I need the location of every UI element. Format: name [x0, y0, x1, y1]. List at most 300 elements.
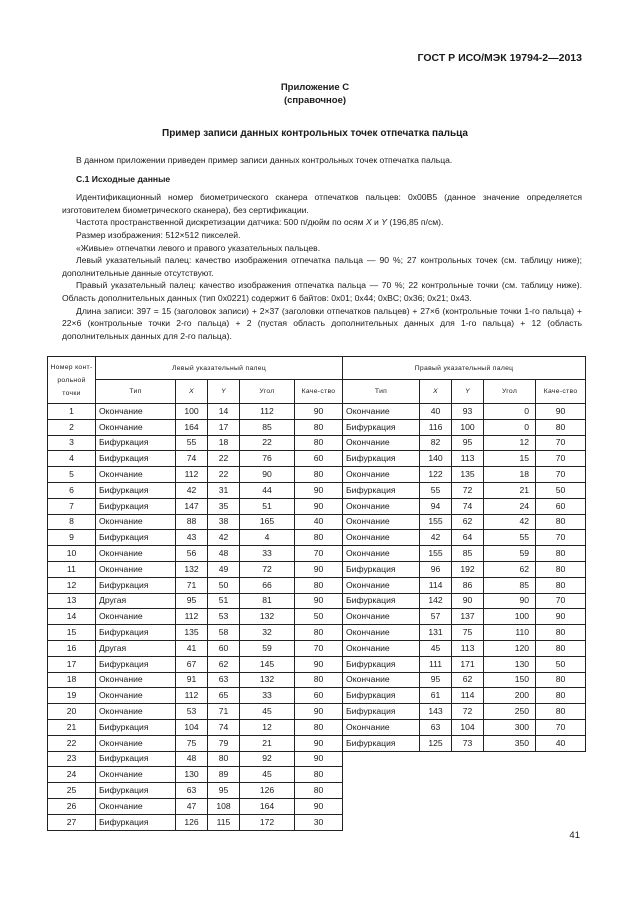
col-header-quality: Каче-ство — [536, 380, 586, 404]
table-row — [48, 530, 586, 546]
table-cell: Окончание — [96, 767, 176, 783]
table-cell: 55 — [176, 435, 208, 451]
table-cell: 81 — [240, 593, 295, 609]
table-cell: 60 — [208, 640, 240, 656]
point-number: 26 — [48, 798, 96, 814]
table-cell: 80 — [295, 467, 343, 483]
table-cell: Окончание — [343, 498, 420, 514]
table-cell: 75 — [452, 625, 484, 641]
paragraph: Частота пространственной дискретизации датчика: 500 п/дюйм по осям X и Y (196,85 п/см). — [76, 217, 444, 228]
table-cell: Бифуркация — [343, 561, 420, 577]
table-cell: 22 — [240, 435, 295, 451]
point-number: 15 — [48, 625, 96, 641]
annex-name: Приложение С — [280, 82, 350, 93]
table-cell: 91 — [176, 672, 208, 688]
annex-type: (справочное) — [283, 95, 347, 106]
table-cell: 62 — [452, 672, 484, 688]
table-cell: 72 — [452, 482, 484, 498]
table-cell: 35 — [208, 498, 240, 514]
table-cell: Окончание — [96, 609, 176, 625]
table-cell: 111 — [420, 656, 452, 672]
table-cell: 104 — [452, 719, 484, 735]
point-number: 9 — [48, 530, 96, 546]
table-cell: 150 — [484, 672, 536, 688]
table-cell: Окончание — [96, 419, 176, 435]
table-cell: Бифуркация — [343, 593, 420, 609]
table-cell: 122 — [420, 467, 452, 483]
table-cell: 140 — [420, 451, 452, 467]
minutiae-table — [47, 356, 586, 831]
table-row — [48, 561, 586, 577]
point-number: 22 — [48, 735, 96, 751]
table-cell: 96 — [420, 561, 452, 577]
col-header-number: Номер конт-рольной точки — [48, 357, 96, 404]
table-cell: 80 — [536, 577, 586, 593]
table-cell: 76 — [240, 451, 295, 467]
table-cell: Бифуркация — [96, 656, 176, 672]
table-cell: 89 — [208, 767, 240, 783]
table-cell: 62 — [208, 656, 240, 672]
table-cell: 64 — [452, 530, 484, 546]
table-cell: 90 — [295, 593, 343, 609]
table-cell: 90 — [295, 498, 343, 514]
table-cell: 80 — [295, 577, 343, 593]
table-cell: 80 — [536, 514, 586, 530]
table-cell: 94 — [420, 498, 452, 514]
table-cell: 70 — [295, 546, 343, 562]
table-cell: 90 — [452, 593, 484, 609]
table-cell: 80 — [295, 672, 343, 688]
col-header-x: X — [176, 380, 208, 404]
point-number: 1 — [48, 404, 96, 420]
table-cell: 12 — [484, 435, 536, 451]
table-cell: 42 — [208, 530, 240, 546]
table-cell: 86 — [452, 577, 484, 593]
table-cell: 132 — [240, 672, 295, 688]
table-cell: 80 — [536, 704, 586, 720]
table-cell: Окончание — [343, 514, 420, 530]
standard-header: ГОСТ Р ИСО/МЭК 19794-2—2013 — [417, 52, 582, 64]
table-cell: Бифуркация — [343, 656, 420, 672]
paragraph: Размер изображения: 512×512 пикселей. — [76, 229, 241, 240]
table-cell: Окончание — [343, 672, 420, 688]
table-cell: 142 — [420, 593, 452, 609]
table-cell: 80 — [536, 640, 586, 656]
table-cell: 112 — [176, 609, 208, 625]
table-cell: 95 — [176, 593, 208, 609]
table-cell: 60 — [295, 688, 343, 704]
table-cell: 55 — [484, 530, 536, 546]
table-cell: 74 — [176, 451, 208, 467]
table-cell: Окончание — [96, 514, 176, 530]
group-header-right: Правый указательный палец — [343, 357, 586, 380]
table-cell: 72 — [240, 561, 295, 577]
table-cell: 70 — [536, 451, 586, 467]
table-cell: 112 — [240, 404, 295, 420]
table-cell: Окончание — [343, 404, 420, 420]
table-cell: 42 — [420, 530, 452, 546]
col-header-angle: Угол — [240, 380, 295, 404]
table-cell: 32 — [240, 625, 295, 641]
table-row — [48, 419, 586, 435]
table-cell: 90 — [484, 593, 536, 609]
table-cell: 57 — [420, 609, 452, 625]
table-cell: 18 — [484, 467, 536, 483]
table-cell: 80 — [295, 435, 343, 451]
paragraph: Идентификационный номер биометрического сканера отпечатков пальцев: 0x00B5 (данное значение определяется изготовителем биометрического сканера), без сертификации. — [62, 192, 582, 215]
point-number: 5 — [48, 467, 96, 483]
table-cell: 80 — [295, 783, 343, 799]
point-number: 14 — [48, 609, 96, 625]
table-row — [48, 577, 586, 593]
point-number: 23 — [48, 751, 96, 767]
table-cell: 82 — [420, 435, 452, 451]
empty-cell — [343, 751, 586, 830]
table-row — [48, 656, 586, 672]
table-cell: 79 — [208, 735, 240, 751]
table-cell: Бифуркация — [96, 751, 176, 767]
table-cell: 62 — [484, 561, 536, 577]
paragraph: Длина записи: 397 = 15 (заголовок записи) + 2×37 (заголовки отпечатков пальцев) + 27×6 (контрольные точки 1-го пальца) + 22×6 (контрольные точки 2-го пальца) + 2 (пустая область дополнительных данных для 1-го пальца) + 12 (область дополнительных данных для 2-го пальца). — [62, 305, 582, 341]
table-cell: 70 — [536, 593, 586, 609]
table-cell: 90 — [240, 467, 295, 483]
table-cell: Окончание — [343, 609, 420, 625]
table-cell: 135 — [176, 625, 208, 641]
point-number: 4 — [48, 451, 96, 467]
table-cell: 115 — [208, 814, 240, 830]
point-number: 7 — [48, 498, 96, 514]
table-cell: Бифуркация — [96, 719, 176, 735]
table-cell: 172 — [240, 814, 295, 830]
table-cell: 85 — [452, 546, 484, 562]
table-cell: 85 — [484, 577, 536, 593]
table-row — [48, 514, 586, 530]
table-cell: Бифуркация — [96, 435, 176, 451]
table-cell: 49 — [208, 561, 240, 577]
point-number: 21 — [48, 719, 96, 735]
table-cell: 80 — [295, 530, 343, 546]
table-cell: Окончание — [343, 640, 420, 656]
table-cell: 74 — [208, 719, 240, 735]
table-cell: 80 — [536, 625, 586, 641]
table-row — [48, 640, 586, 656]
table-cell: 132 — [176, 561, 208, 577]
table-cell: 130 — [484, 656, 536, 672]
table-cell: 33 — [240, 546, 295, 562]
table-cell: 113 — [452, 640, 484, 656]
table-cell: 116 — [420, 419, 452, 435]
table-cell: 70 — [295, 640, 343, 656]
table-cell: 120 — [484, 640, 536, 656]
point-number: 11 — [48, 561, 96, 577]
table-cell: Окончание — [96, 467, 176, 483]
table-cell: 90 — [295, 735, 343, 751]
col-header-quality: Каче-ство — [295, 380, 343, 404]
table-cell: Бифуркация — [343, 451, 420, 467]
table-cell: 90 — [295, 704, 343, 720]
body-text — [62, 154, 582, 342]
table-cell: 0 — [484, 404, 536, 420]
table-cell: 40 — [420, 404, 452, 420]
table-cell: 51 — [240, 498, 295, 514]
table-cell: 95 — [420, 672, 452, 688]
table-cell: Окончание — [343, 625, 420, 641]
table-cell: 70 — [536, 467, 586, 483]
table-cell: Бифуркация — [96, 577, 176, 593]
page-title: Пример записи данных контрольных точек отпечатка пальца — [162, 128, 468, 139]
table-cell: 92 — [240, 751, 295, 767]
table-cell: 131 — [420, 625, 452, 641]
table-cell: Окончание — [96, 688, 176, 704]
table-cell: Окончание — [96, 561, 176, 577]
table-cell: 66 — [240, 577, 295, 593]
table-cell: 24 — [484, 498, 536, 514]
table-cell: 80 — [295, 719, 343, 735]
table-row — [48, 688, 586, 704]
table-cell: 93 — [452, 404, 484, 420]
table-cell: 63 — [208, 672, 240, 688]
table-cell: 143 — [420, 704, 452, 720]
table-cell: 80 — [536, 561, 586, 577]
table-cell: 90 — [295, 798, 343, 814]
table-cell: 100 — [176, 404, 208, 420]
table-cell: 22 — [208, 467, 240, 483]
table-cell: 73 — [452, 735, 484, 751]
table-cell: 30 — [295, 814, 343, 830]
table-cell: Бифуркация — [96, 530, 176, 546]
point-number: 24 — [48, 767, 96, 783]
table-cell: 90 — [295, 561, 343, 577]
table-cell: 0 — [484, 419, 536, 435]
table-cell: Окончание — [343, 435, 420, 451]
table-cell: 53 — [208, 609, 240, 625]
table-cell: 95 — [208, 783, 240, 799]
table-cell: 130 — [176, 767, 208, 783]
section-heading: С.1 Исходные данные — [76, 173, 171, 184]
table-cell: 4 — [240, 530, 295, 546]
table-cell: Другая — [96, 640, 176, 656]
table-cell: Окончание — [96, 546, 176, 562]
table-cell: 59 — [240, 640, 295, 656]
table-cell: 65 — [208, 688, 240, 704]
table-cell: Окончание — [343, 467, 420, 483]
table-cell: Окончание — [343, 577, 420, 593]
table-cell: 80 — [295, 625, 343, 641]
table-row — [48, 719, 586, 735]
table-cell: 108 — [208, 798, 240, 814]
table-cell: 104 — [176, 719, 208, 735]
table-cell: 110 — [484, 625, 536, 641]
table-cell: Окончание — [96, 735, 176, 751]
table-cell: 48 — [208, 546, 240, 562]
table-cell: 59 — [484, 546, 536, 562]
table-cell: 171 — [452, 656, 484, 672]
point-number: 10 — [48, 546, 96, 562]
point-number: 6 — [48, 482, 96, 498]
table-cell: 165 — [240, 514, 295, 530]
table-cell: 21 — [240, 735, 295, 751]
table-cell: 350 — [484, 735, 536, 751]
table-cell: 43 — [176, 530, 208, 546]
table-cell: Бифуркация — [343, 735, 420, 751]
table-cell: 58 — [208, 625, 240, 641]
table-cell: 21 — [484, 482, 536, 498]
table-cell: 70 — [536, 435, 586, 451]
table-cell: 63 — [176, 783, 208, 799]
group-header-left: Левый указательный палец — [96, 357, 343, 380]
table-cell: Бифуркация — [96, 498, 176, 514]
table-cell: 137 — [452, 609, 484, 625]
table-cell: 90 — [295, 656, 343, 672]
table-cell: 80 — [536, 688, 586, 704]
table-cell: 75 — [176, 735, 208, 751]
point-number: 25 — [48, 783, 96, 799]
table-cell: 41 — [176, 640, 208, 656]
table-row — [48, 704, 586, 720]
table-cell: 250 — [484, 704, 536, 720]
table-cell: 155 — [420, 546, 452, 562]
table-cell: Бифуркация — [343, 482, 420, 498]
table-cell: 50 — [208, 577, 240, 593]
table-cell: 80 — [536, 672, 586, 688]
table-cell: 90 — [295, 404, 343, 420]
table-cell: 50 — [295, 609, 343, 625]
table-cell: Бифуркация — [96, 482, 176, 498]
table-cell: 70 — [536, 530, 586, 546]
table-cell: 53 — [176, 704, 208, 720]
point-number: 19 — [48, 688, 96, 704]
table-cell: 42 — [484, 514, 536, 530]
table-cell: 45 — [420, 640, 452, 656]
table-row — [48, 546, 586, 562]
table-cell: 112 — [176, 688, 208, 704]
table-cell: 55 — [420, 482, 452, 498]
table-cell: 51 — [208, 593, 240, 609]
table-cell: 14 — [208, 404, 240, 420]
table-row — [48, 435, 586, 451]
table-cell: 22 — [208, 451, 240, 467]
paragraph: Левый указательный палец: качество изображения отпечатка пальца — 90 %; 27 контрольных точек (см. таблицу ниже); дополнительные данные отсутствуют. — [62, 255, 582, 278]
table-row — [48, 751, 586, 767]
table-cell: Другая — [96, 593, 176, 609]
table-cell: Окончание — [96, 404, 176, 420]
table-cell: 114 — [452, 688, 484, 704]
table-cell: 113 — [452, 451, 484, 467]
table-cell: 62 — [452, 514, 484, 530]
table-cell: 126 — [176, 814, 208, 830]
table-cell: 48 — [176, 751, 208, 767]
table-cell: Окончание — [343, 719, 420, 735]
table-cell: 100 — [484, 609, 536, 625]
table-cell: 31 — [208, 482, 240, 498]
table-cell: Бифуркация — [343, 688, 420, 704]
table-row — [48, 498, 586, 514]
table-cell: 90 — [536, 404, 586, 420]
table-row — [48, 482, 586, 498]
table-cell: 90 — [295, 751, 343, 767]
table-cell: 56 — [176, 546, 208, 562]
table-cell: 112 — [176, 467, 208, 483]
table-cell: 17 — [208, 419, 240, 435]
table-cell: 125 — [420, 735, 452, 751]
table-cell: 42 — [176, 482, 208, 498]
table-cell: 85 — [240, 419, 295, 435]
col-header-type: Тип — [96, 380, 176, 404]
table-cell: 61 — [420, 688, 452, 704]
table-cell: 12 — [240, 719, 295, 735]
table-cell: 114 — [420, 577, 452, 593]
point-number: 8 — [48, 514, 96, 530]
table-cell: 145 — [240, 656, 295, 672]
table-cell: 90 — [536, 609, 586, 625]
table-cell: 90 — [295, 482, 343, 498]
table-cell: 70 — [536, 719, 586, 735]
table-cell: Окончание — [96, 672, 176, 688]
table-cell: Бифуркация — [96, 814, 176, 830]
table-cell: 18 — [208, 435, 240, 451]
table-cell: Бифуркация — [96, 783, 176, 799]
table-cell: 47 — [176, 798, 208, 814]
table-cell: 300 — [484, 719, 536, 735]
table-cell: 147 — [176, 498, 208, 514]
table-cell: Окончание — [343, 530, 420, 546]
table-cell: 50 — [536, 656, 586, 672]
table-cell: 60 — [536, 498, 586, 514]
col-header-x: X — [420, 380, 452, 404]
point-number: 12 — [48, 577, 96, 593]
table-cell: 15 — [484, 451, 536, 467]
table-row — [48, 672, 586, 688]
col-header-y: Y — [452, 380, 484, 404]
table-cell: 50 — [536, 482, 586, 498]
table-cell: 80 — [208, 751, 240, 767]
table-cell: Окончание — [96, 798, 176, 814]
point-number: 18 — [48, 672, 96, 688]
col-header-angle: Угол — [484, 380, 536, 404]
point-number: 17 — [48, 656, 96, 672]
table-cell: Бифуркация — [96, 451, 176, 467]
table-cell: 74 — [452, 498, 484, 514]
table-cell: 126 — [240, 783, 295, 799]
table-row — [48, 451, 586, 467]
point-number: 27 — [48, 814, 96, 830]
table-cell: 164 — [176, 419, 208, 435]
table-cell: 80 — [536, 546, 586, 562]
table-cell: 80 — [295, 419, 343, 435]
point-number: 20 — [48, 704, 96, 720]
table-cell: Бифуркация — [343, 704, 420, 720]
table-cell: 63 — [420, 719, 452, 735]
table-row — [48, 467, 586, 483]
point-number: 3 — [48, 435, 96, 451]
table-cell: 38 — [208, 514, 240, 530]
table-cell: 80 — [295, 767, 343, 783]
table-row — [48, 404, 586, 420]
table-cell: 132 — [240, 609, 295, 625]
table-cell: Бифуркация — [343, 419, 420, 435]
table-cell: 88 — [176, 514, 208, 530]
intro-paragraph: В данном приложении приведен пример записи данных контрольных точек отпечатка пальца. — [76, 155, 453, 165]
table-cell: 45 — [240, 767, 295, 783]
table-cell: 40 — [536, 735, 586, 751]
table-cell: 60 — [295, 451, 343, 467]
point-number: 13 — [48, 593, 96, 609]
table-cell: 72 — [452, 704, 484, 720]
table-row — [48, 625, 586, 641]
table-cell: 95 — [452, 435, 484, 451]
table-cell: 155 — [420, 514, 452, 530]
table-cell: Бифуркация — [96, 625, 176, 641]
